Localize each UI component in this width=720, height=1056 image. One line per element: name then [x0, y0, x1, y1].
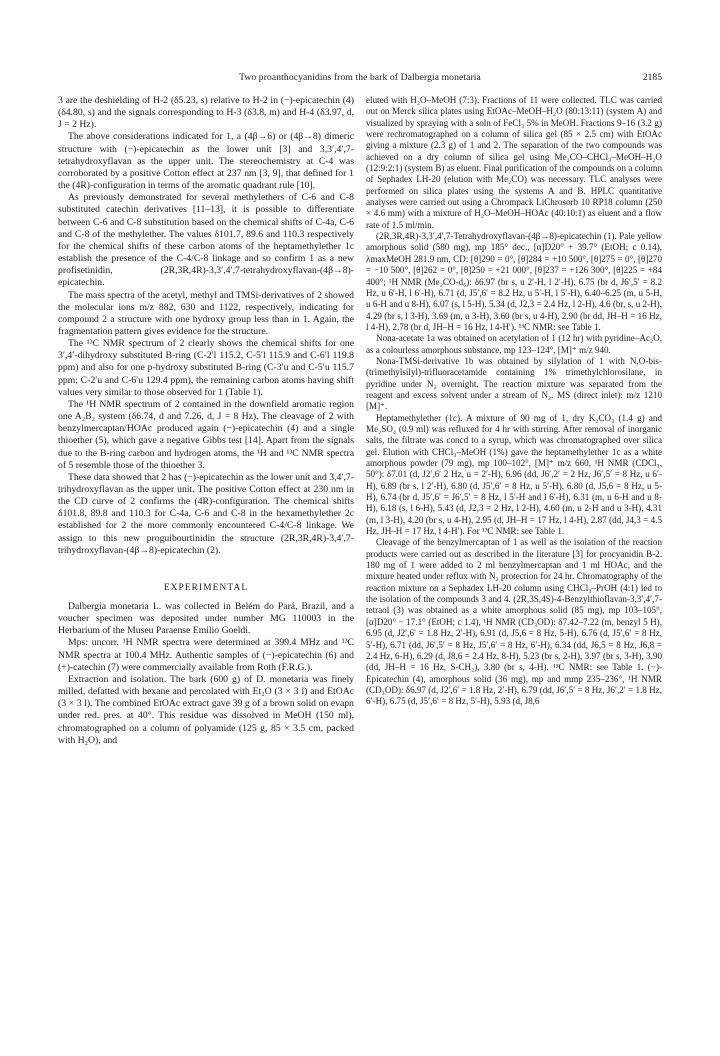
body-paragraph: These data showed that 2 has (−)-epicatechin as the lower unit and 3,4′,7-trihydroxyflavan as the upper unit. The positive Cotton effect at 230 nm in the CD curve of 2 confirms the (4R)-configuration. The chemical shifts δ101.8, 89.8 and 110.3 for C-4a, C-6 and C-8 in the hexamethylether 2c established for 2 the more commonly encountered C-4/C-8 linkage. We assign to this new proguibourtinidin the structure (2R,3R,4R)-3,4′,7-trihydroxyflavan-(4β→8)-epicatechin (2).	[58, 471, 354, 556]
body-paragraph: As previously demonstrated for several methylethers of C-6 and C-8 substituted catechin derivatives [11–13], it is possible to differentiate between C-6 and C-8 substitution based on the chemical shifts of C-4a, C-6 and C-8 of the methylether. The values δ101.7, 89.6 and 110.3 respectively for the chemical shifts of these carbon atoms of the heptamethylether 1c establish the presence of the C-4/C-8 linkage and so confirm 1 as a new profisetinidin, (2R,3R,4R)-3,3′,4′,7-tetrahydroxyflavan-(4β→8)-epicatechin.	[58, 192, 354, 289]
page-number: 2185	[642, 72, 662, 83]
compound-description: Nona-acetate 1a was obtained on acetylation of 1 (12 hr) with pyridine–Ac₂O, as a colourless amorphous substance, mp 123–124°, [M]⁺ m/z 940.	[366, 333, 662, 355]
body-paragraph: The mass spectra of the acetyl, methyl and TMSi-derivatives of 2 showed the molecular ions m/z 882, 630 and 1122, respectively, indicating for compound 2 a structure with one hydroxy group less than in 1. Again, the fragmentation pattern gives evidence for the structure.	[58, 289, 354, 337]
experimental-paragraph: Extraction and isolation. The bark (600 g) of D. monetaria was finely milled, defatted with hexane and percolated with Et₂O (3 × 3 l) and EtOAc (3 × 3 l). The combined EtOAc extract gave 39 g of a brown solid on evapn under red. pres. at 40°. This residue was dissolved in MeOH (150 ml), chromatographed on a column of polyamide (125 g, 85 × 3.5 cm, packed with H₂O), and	[58, 673, 354, 746]
experimental-paragraph: Dalbergia monetaria L. was collected in Belém do Pará, Brazil, and a voucher specimen was deposited under number MG 110003 in the Herbarium of the Museu Paraense Emilio Goeldi.	[58, 600, 354, 637]
left-column	[58, 95, 354, 747]
body-paragraph: The above considerations indicated for 1, a (4β→6) or (4β→8) dimeric structure with (−)-epicatechin as the lower unit [3] and 3,3′,4′,7-tetrahydroxyflavan as the upper unit. The stereochemistry at C-4 was corroborated by a positive Cotton effect at 237 nm [3, 9], that defined for 1 the (4R)-configuration in terms of the aromatic quadrant rule [10].	[58, 131, 354, 192]
compound-description: Heptamethylether (1c). A mixture of 90 mg of 1, dry K₂CO₃ (1.4 g) and Me₂SO₄ (0.9 ml) was refluxed for 4 hr with stirring. After removal of inorganic salts, the filtrate was concd to a syrup, which was chromatographed over silica gel. Elution with CHCl₃–MeOH (1%) gave the heptamethylether 1c as a white amorphous powder (79 mg), mp 100–102°, [M]⁺ m/z 660, ¹H NMR (CDCl₃, 50°): δ7.01 (d, J2′,6′ 2 Hz, u = 2′-H), 6.96 (dd, J6′,2′ = 2 Hz, J6′,5′ = 8 Hz, u 6′-H), 6.89 (br s, l 2′-H), 6.80 (d, J5′,6′ = 8 Hz, u 5′-H), 6.80 (d, J5,6 = 8 Hz, u 5-H), 6.74 (br d, J5′,6′ = J6′,5′ = 8 Hz, l 5′-H and l 6′-H), 6.31 (m, u 6-H and u 8-H), 6.18 (s, l 6-H), 5.43 (d, J2,3 = 2 Hz, l 2-H), 4.60 (m, u 2-H and u 3-H), 4.31 (m, l 3-H), 4.20 (br s, u 4-H), 2.95 (d, JH–H = 17 Hz, l 4-H), 2.87 (dd, J4,3 = 4.5 Hz, JH–H = 17 Hz, l 4-H′). For ¹³C NMR: see Table 1.	[366, 412, 662, 537]
running-title: Two proanthocyanidins from the bark of Dalbergia monetaria	[239, 72, 481, 83]
running-header	[58, 72, 662, 86]
body-paragraph: Cleavage of the benzylmercaptan of 1 as well as the isolation of the reaction products were carried out as described in the literature [3] for procyanidin B-2. 180 mg of 1 were added to 2 ml benzylmercaptan and 1 ml HOAc, and the mixture heated under reflux with N₂ protection for 24 hr. Chromatography of the reaction mixture on a Sephadex LH-20 column using CHCl₃–PrOH (4:1) led to the isolation of the compounds 3 and 4. (2R,3S,4S)-4-Benzylthioflavan-3,3′,4′,7-tetraol (3) was obtained as a white amorphous solid (85 mg), mp 103–105°, [α]D20° − 17.1° (EtOH; c 1.4), ¹H NMR (CD₃OD): δ7.42–7.22 (m, benzyl 5 H), 6.95 (d, J2′,6′ = 1.8 Hz, 2′-H), 6.91 (d, J5,6 = 8 Hz, 5-H), 6.76 (d, J5′,6′ = 8 Hz, 5′-H), 6.71 (dd, J6′,5′ = 8 Hz, J5′,6′ = 8 Hz, 6′-H), 6.34 (dd, J6,5 = 8 Hz, J6,8 = 2.4 Hz, 6-H), 6.29 (d, J8,6 = 2.4 Hz, 8-H), 5.23 (br s, 2-H), 3.97 (br s, 3-H), 3.90 (dd, JH–H = 16 Hz, S-CH₂), 3.80 (br s, 4-H). ¹³C NMR: see Table 1. (−)-Epicatechin (4), amorphous solid (36 mg), mp and mmp 235–236°, ¹H NMR (CD₃OD): δ6.97 (d, J2′,6′ = 1.8 Hz, 2′-H), 6.79 (dd, J6′,5′ = 8 Hz, J6′,2′ = 1.8 Hz, 6′-H), 6.75 (d, J5′,6′ = 8 Hz, 5′-H), 5.93 (d, J8,6	[366, 537, 662, 707]
body-paragraph: The ¹H NMR spectrum of 2 contained in the downfield aromatic region one A₂B₂ system (δ6.74, d and 7.26, d, J = 8 Hz). The cleavage of 2 with benzylmercaptan/HOAc produced again (−)-epicatechin (4) and a single thioether (5), which gave a negative Gibbs test [14]. Apart from the signals due to the B-ring carbon and hydrogen atoms, the ¹H and ¹³C NMR spectra of 5 resemble those of the thioether 3.	[58, 398, 354, 471]
section-heading-experimental: EXPERIMENTAL	[163, 582, 249, 593]
compound-description: (2R,3R,4R)-3,3′,4′,7-Tetrahydroxyflavan-(4β→8)-epicatechin (1). Pale yellow amorphous solid (580 mg), mp 185° dec., [α]D20° + 39.7° (EtOH; c 0.14), λmaxMeOH 281.9 nm, CD: [θ]290 = 0°, [θ]284 = +10 500°, [θ]275 = 0°, [θ]270 = −10 500°, [θ]262 = 0°, [θ]250 = +21 000°, [θ]237 = +126 300°, [θ]225 = +84 400°; ¹H NMR (Me₂CO-d₆): δ6.97 (br s, u 2′-H, l 2′-H), 6.75 (br d, J6′,5′ = 8.2 Hz, u 6′-H, l 6′-H), 6.71 (d, J5′,6′ = 8.2 Hz, u 5′-H, l 5′-H), 6.40–6.25 (m, u 5-H, u 6-H and u 8-H), 6.07 (s, l 5-H), 5.34 (d, J2,3 = 2.4 Hz, l 2-H), 4.6 (br, s, u 2-H), 4.29 (br s, l 3-H), 3.69 (m, u 3-H), 3.60 (br s, u 4-H), 2.90 (br dd, JH–H = 16 Hz, l 4-H), 2.78 (br d, JH–H = 16 Hz, l 4-H′). ¹³C NMR: see Table 1.	[366, 231, 662, 332]
body-paragraph: eluted with H₂O–MeOH (7:3). Fractions of 11 were collected. TLC was carried out on Merck silica plates using EtOAc–MeOH–H₂O (80:13:11) (system A) and visualized by spraying with a soln of FeCl₃ 5% in MeOH. Fractions 9–16 (3.2 g) were rechromatographed on a column of silica gel (85 × 2.5 cm) with EtOAc giving a mixture (2.3 g) of 1 and 2. The separation of the two compounds was achieved on a dry column of silica gel using Me₂CO–CHCl₃–MeOH–H₂O (12:9:2:1) (system B) as eluent. Final purification of the compounds on a column of Sephadex LH-20 (elution with Me₂CO) was necessary. TLC analyses were performed on silica plates using the systems A and B. HPLC quantitative analyses were carried out using a Chrompack LiChrosorb 10 RP18 column (250 × 4.6 mm) with a mixture of H₂O–MeOH–HOAc (40:10:1) as eluent and a flow rate of 1.5 ml/min.	[366, 95, 662, 230]
right-column	[366, 95, 662, 708]
body-paragraph: The ¹³C NMR spectrum of 2 clearly shows the chemical shifts for one 3′,4′-dihydroxy substituted B-ring (C-2′l 115.2, C-5′l 115.9 and C-6′l 119.8 ppm) and also for one p-hydroxy substituted B-ring (C-3′u and C-5′u 115.7 ppm; C-2′u and C-6′u 129.4 ppm), the remaining carbon atoms having shift values very similar to those observed for 1 (Table 1).	[58, 338, 354, 398]
experimental-paragraph: Mps: uncorr. ¹H NMR spectra were determined at 399.4 MHz and ¹³C NMR spectra at 100.4 MHz. Authentic samples of (−)-epicatechin (6) and (+)-catechin (7) were commercially available from Roth (F.R.G.).	[58, 637, 354, 673]
body-paragraph: 3 are the deshielding of H-2 (δ5.23, s) relative to H-2 in (−)-epicatechin (4) (δ4.80, s) and the signals corresponding to H-3 (δ3.8, m) and H-4 (δ3.97, d, J = 2 Hz).	[58, 95, 354, 131]
compound-description: Nona-TMSi-derivative 1b was obtained by silylation of 1 with N,O-bis-(trimethylsilyl)-trifluoracetamide containing 1% trimethylchlorosilane, in pyridine under N₂ overnight. The reaction mixture was separated from the reagent and excess solvent under a stream of N₂. MS (direct inlet): m/z 1210 [M]⁺.	[366, 355, 662, 412]
